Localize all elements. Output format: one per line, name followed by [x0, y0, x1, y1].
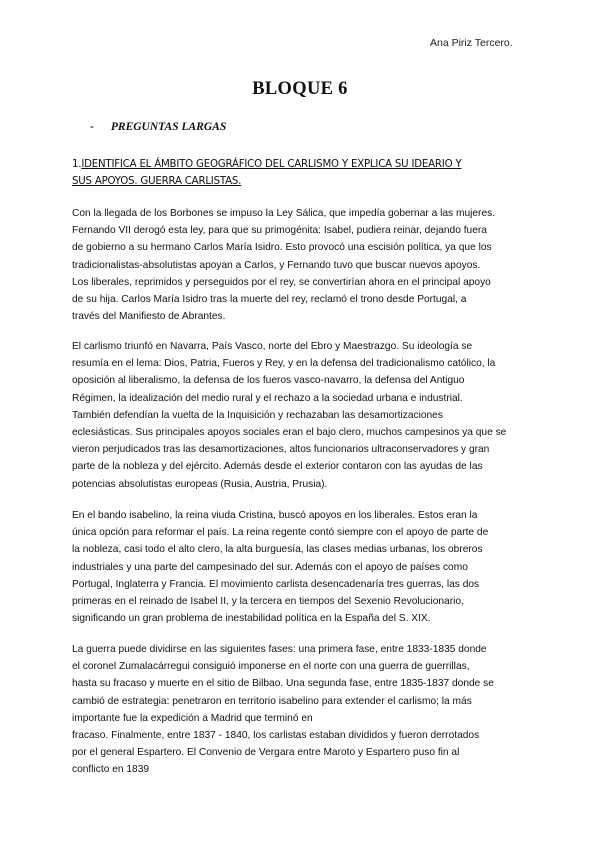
section-label: PREGUNTAS LARGAS	[110, 121, 227, 133]
paragraph-line: También defendían la vuelta de la Inquisición y rechazaban las desamortizaciones	[72, 409, 443, 421]
paragraph-line: tradicionalistas-absolutistas apoyan a Carlos, y Fernando tuvo que buscar nuevos apoyos.	[72, 259, 481, 271]
paragraph-line: de gobierno a su hermano Carlos María Isidro. Esto provocó una escisión política, ya que los	[72, 242, 492, 254]
paragraph-line: primeras en el reinado de Isabel II, y la tercera en tiempos del Sexenio Revolucionario,	[72, 596, 464, 608]
paragraph-line: potencias absolutistas europeas (Rusia, Austria, Prusia).	[72, 478, 328, 490]
paragraph-line: Los liberales, reprimidos y perseguidos por el rey, se convertirían ahora en el principal apoyo	[72, 276, 491, 288]
paragraph-line: oposición al liberalismo, la defensa de los fueros vasco-navarro, la defensa del Antiguo	[72, 375, 465, 387]
author-name: Ana Piriz Tercero.	[430, 37, 513, 49]
question-line-2	[72, 173, 532, 190]
paragraph-line: cambió de estrategia: penetraron en territorio isabelino para extender el carlismo; la más	[72, 695, 472, 707]
paragraph-line: hasta su fracaso y muerte en el sitio de Bilbao. Una segunda fase, entre 1835-1837 donde se	[72, 678, 494, 690]
paragraph-bando-isabelino	[72, 507, 532, 627]
paragraph-fases-guerra	[72, 641, 532, 779]
paragraph-line: por el general Espartero. El Convenio de Vergara entre Maroto y Espartero puso fin al	[72, 747, 460, 759]
section-bullet: -	[90, 121, 94, 133]
page-title: BLOQUE 6	[252, 79, 348, 99]
paragraph-line: única opción para reformar el país. La reina regente contó siempre con el apoyo de parte de	[72, 527, 489, 539]
paragraph-line: resumía en el lema: Dios, Patria, Fueros y Rey, y en la defensa del tradicionalismo católico, la	[72, 358, 496, 370]
question-text-2: SUS APOYOS. GUERRA CARLISTAS.	[72, 176, 242, 187]
paragraph-line: Fernando VII derogó esta ley, para que su primogénita: Isabel, pudiera reinar, dejando fuera	[72, 225, 487, 237]
paragraph-line: El carlismo triunfó en Navarra, País Vasco, norte del Ebro y Maestrazgo. Su ideología se	[72, 341, 473, 352]
paragraph-line: la nobleza, casi todo el alto clero, la alta burguesía, las clases medias urbanas, los obreros	[72, 544, 483, 556]
paragraph-carlismo-ideario	[72, 338, 532, 493]
paragraph-line: de su hija. Carlos María Isidro tras la muerte del rey, reclamó el trono desde Portugal, a	[72, 294, 467, 306]
paragraph-line: La guerra puede dividirse en las siguientes fases: una primera fase, entre 1833-1835 donde	[72, 644, 487, 655]
paragraph-borbones	[72, 205, 532, 325]
paragraph-line: parte de la nobleza y del ejército. Además desde el exterior contaron con las ayudas de las	[72, 461, 483, 473]
question-line-1	[72, 156, 532, 173]
paragraph-line: el coronel Zumalacárregui consiguió imponerse en el norte con una guerra de guerrillas,	[72, 661, 470, 673]
paragraph-line: industriales y una parte del campesinado del sur. Además con el apoyo de países como	[72, 561, 468, 573]
paragraph-line: Portugal, Inglaterra y Francia. El movimiento carlista desencadenaría tres guerras, las dos	[72, 578, 480, 590]
paragraph-line: vieron perjudicados tras las desamortizaciones, altos funcionarios ultraconservadores y gran	[72, 444, 490, 456]
paragraph-line: Régimen, la idealización del medio rural y el rechazo a la sociedad urbana e industrial.	[72, 392, 463, 404]
paragraph-line: significando un gran problema de inestabilidad política en la España del S. XIX.	[72, 613, 431, 625]
section-heading	[90, 121, 226, 133]
paragraph-line: conflicto en 1839	[72, 764, 150, 776]
question-number: 1.	[72, 159, 82, 170]
paragraph-line: eclesiásticas. Sus principales apoyos sociales eran el bajo clero, muchos campesinos ya que se	[72, 427, 507, 439]
paragraph-line: través del Manifiesto de Abrantes.	[72, 311, 226, 323]
question-text-1: IDENTIFICA EL ÁMBITO GEOGRÁFICO DEL CARLISMO Y EXPLICA SU IDEARIO Y	[81, 159, 462, 170]
paragraph-line: importante fue la expedición a Madrid que terminó en	[72, 712, 313, 724]
paragraph-line: fracaso. Finalmente, entre 1837 - 1840, los carlistas estaban divididos y fueron derrotados	[72, 730, 480, 742]
paragraph-line: Con la llegada de los Borbones se impuso la Ley Sálica, que impedía gobernar a las mujeres.	[72, 208, 496, 219]
question-heading	[72, 156, 532, 190]
paragraph-line: En el bando isabelino, la reina viuda Cristina, buscó apoyos en los liberales. Estos eran la	[72, 510, 478, 521]
